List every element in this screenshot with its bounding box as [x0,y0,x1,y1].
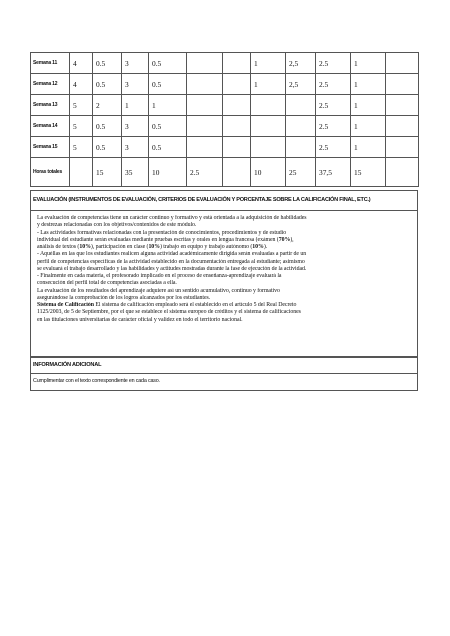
table-cell [251,95,286,116]
table-cell: 10 [149,158,187,187]
table-cell: 0.5 [93,74,122,95]
table-cell [386,116,419,137]
table-cell: 25 [286,158,316,187]
table-cell [386,53,419,74]
table-cell: 0.5 [149,137,187,158]
table-cell [251,137,286,158]
evaluation-line-text: individual del estudiante serán evaluadas mediante pruebas escritas y orales en lengua francesa (exámen [37,236,276,243]
row-label: Semana 13 [31,95,70,116]
table-cell: 0.5 [149,53,187,74]
autonomous-percentage: 10% [252,244,264,250]
table-cell: 15 [93,158,122,187]
table-cell: 2.5 [316,116,351,137]
evaluation-line [37,244,411,251]
table-cell: 1 [351,95,386,116]
row-label: Semana 12 [31,74,70,95]
table-cell: 3 [122,137,149,158]
evaluation-line: perfil de competencias específicas de la actividad establecido en la documentación entregada al estudiante; asimismo [37,258,305,265]
evaluation-line: La evaluación de los resultados del aprendizaje adquiere así un sentido acumulativo, continuo y formativo [37,287,280,294]
table-cell [386,95,419,116]
weekly-hours-table [30,52,419,187]
table-cell: 1 [149,95,187,116]
table-cell: 1 [122,95,149,116]
table-cell: 35 [122,158,149,187]
evaluation-line: - Las actividades formativas relacionadas con la presentación de conocimientos, procedimientos y de estudio [37,229,287,236]
table-cell: 2 [93,95,122,116]
evaluation-line: se evaluará el trabajo desarrollado y las habilidades y actitudes mostradas durante la fase de ejecución de la actividad. [37,265,307,272]
additional-info-heading: INFORMACIÓN ADICIONAL [31,358,417,374]
table-cell: 10 [251,158,286,187]
evaluation-line: 1125/2003, de 5 de Septiembre, por el que se establece el sistema europeo de créditos y el sistema de calificaciones [37,309,301,316]
table-cell [386,74,419,95]
table-cell: 0.5 [93,53,122,74]
table-cell [223,158,251,187]
table-row [31,158,419,187]
table-cell: 3 [122,74,149,95]
table-cell [70,158,93,187]
evaluation-text [31,211,417,324]
evaluation-line: y destrezas relacionadas con los objetivos/contenidos de este módulo. [37,222,197,229]
table-cell [223,74,251,95]
table-cell: 2.5 [316,95,351,116]
grading-system-text: El sistema de calificación empleado será el establecido en el artículo 5 del Real Decreto [95,302,297,308]
exam-suffix: ), [290,236,294,243]
table-cell [187,137,223,158]
table-cell: 3 [122,116,149,137]
grading-system-label: Sistema de Calificación [37,302,94,308]
participation-text: ), participación en clase ( [90,244,149,250]
table-cell [187,95,223,116]
table-cell: 0.5 [149,74,187,95]
table-cell [286,95,316,116]
teamwork-percentage: 10% [148,244,160,250]
table-cell: 2.5 [316,137,351,158]
table-cell: 2,5 [286,74,316,95]
table-cell: 1 [351,74,386,95]
evaluation-line [37,302,411,309]
evaluation-line: - Finalmente en cada materia, el profesorado implicado en el proceso de enseñanza-aprendizaje evaluará la [37,273,282,279]
table-cell: 2.5 [316,53,351,74]
table-cell: 1 [351,116,386,137]
exam-percentage: 70% [278,236,291,243]
table-cell [386,158,419,187]
table-row [31,74,419,95]
evaluation-section [30,190,418,357]
row-label: Semana 15 [31,137,70,158]
participation-percentage: 10% [79,244,91,250]
table-cell: 4 [70,53,93,74]
row-label: Horas totales [31,158,70,187]
table-cell: 37,5 [316,158,351,187]
evaluation-line: - Aquéllas en las que los estudiantes realicen alguna actividad académicamente dirigida serán evaluadas a partir de un [37,251,307,258]
table-cell [187,116,223,137]
table-row [31,137,419,158]
table-cell: 2.5 [316,74,351,95]
table-cell: 5 [70,116,93,137]
table-cell: 5 [70,95,93,116]
table-row [31,53,419,74]
evaluation-line: en las titulaciones universitarias de carácter oficial y validez en todo el territorio nacional. [37,316,243,323]
evaluation-heading: EVALUACIÓN (INSTRUMENTOS DE EVALUACIÓN, CRITERIOS DE EVALUACIÓN Y PORCENTAJE SOBRE LA CALIFICACIÓN FINAL, ETC.) [31,191,417,211]
additional-info-section [30,357,418,391]
table-cell: 2,5 [286,53,316,74]
evaluation-line: individual del estudiante serán evaluadas mediante pruebas escritas y orales en lengua francesa (exámen (70%), [37,236,294,243]
table-cell: 1 [351,137,386,158]
table-cell: 0.5 [149,116,187,137]
table-cell [251,116,286,137]
table-cell: 5 [70,137,93,158]
table-cell: 4 [70,74,93,95]
table-cell [223,53,251,74]
table-cell [223,95,251,116]
row-label: Semana 14 [31,116,70,137]
table-cell [286,137,316,158]
table-cell [286,116,316,137]
table-cell: 15 [351,158,386,187]
table-cell [187,53,223,74]
line-end: ). [263,244,268,250]
table-cell: 1 [251,53,286,74]
additional-info-text: Cumplimentar con el texto correspondiente en cada caso. [33,378,160,384]
table-cell [386,137,419,158]
evaluation-line: consecución del perfil total de competencias asociadas a ella. [37,280,177,287]
evaluation-line: asegurándose la comprobación de los logros alcanzados por los estudiantes. [37,294,211,301]
table-row [31,95,419,116]
row-label: Semana 11 [31,53,70,74]
table-cell: 3 [122,53,149,74]
table-row [31,116,419,137]
table-cell: 1 [351,53,386,74]
table-cell [187,74,223,95]
table-cell [223,137,251,158]
table-cell [223,116,251,137]
table-cell: 1 [251,74,286,95]
table-cell: 2.5 [187,158,223,187]
teamwork-text: ) trabajo en equipo y trabajo autónomo ( [159,244,253,250]
evaluation-line-text: análisis de textos ( [37,244,80,250]
table-cell: 0.5 [93,137,122,158]
table-cell: 0.5 [93,116,122,137]
evaluation-line: La evaluación de competencias tiene un carácter continuo y formativo y está orientada a la adquisición de habilidades [37,215,307,221]
